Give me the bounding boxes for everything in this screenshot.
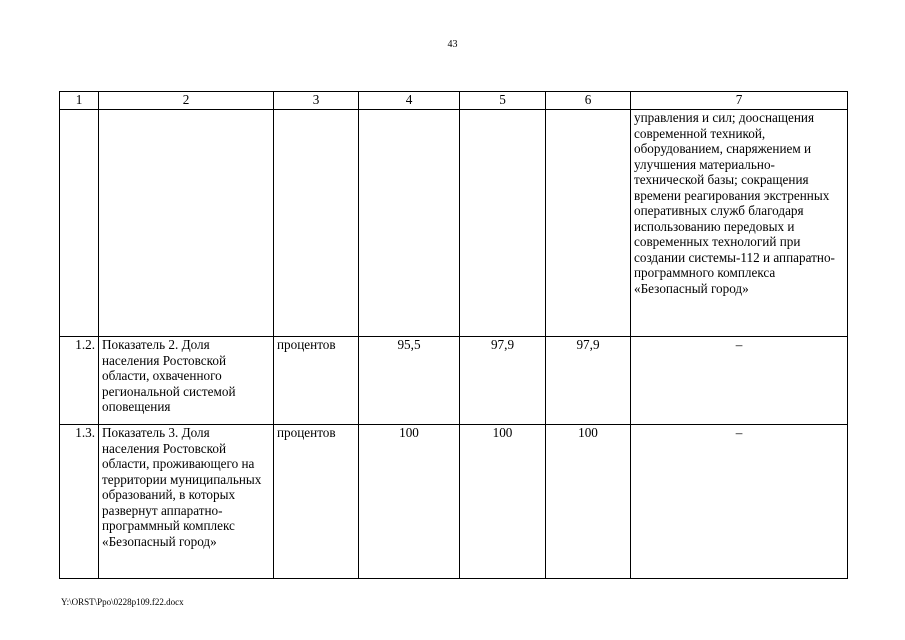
table-cell <box>274 110 359 337</box>
indicator-table <box>59 91 848 579</box>
table-row <box>60 337 848 425</box>
header-col-6: 6 <box>546 92 631 110</box>
value-cell-col-4: 100 <box>359 425 460 579</box>
row-number-cell: 1.3. <box>60 425 99 579</box>
table-row <box>60 425 848 579</box>
header-col-2: 2 <box>99 92 274 110</box>
indicator-name-cell: Показатель 3. Доля населения Ростовской области, проживающего на территории муниципальных образований, в которых развернут аппаратно-программный комплекс «Безопасный город» <box>99 425 274 579</box>
row-number-cell: 1.2. <box>60 337 99 425</box>
table-cell <box>359 110 460 337</box>
value-cell-col-6: 100 <box>546 425 631 579</box>
note-cell: – <box>631 425 848 579</box>
table-cell <box>99 110 274 337</box>
header-col-3: 3 <box>274 92 359 110</box>
page-number: 43 <box>447 39 458 50</box>
unit-cell: процентов <box>274 425 359 579</box>
table-row-continuation <box>60 110 848 337</box>
header-col-4: 4 <box>359 92 460 110</box>
indicator-name-cell: Показатель 2. Доля населения Ростовской области, охваченного региональной системой оповещения <box>99 337 274 425</box>
header-row <box>60 92 848 110</box>
header-col-7: 7 <box>631 92 848 110</box>
table-cell <box>460 110 546 337</box>
continuation-note-cell: управления и сил; дооснащения современной техникой, оборудованием, снаряжением и улучшения материально-технической базы; сокращения времени реагирования экстренных оперативных служб благодаря использованию передовых и современных технологий при создании системы-112 и аппаратно-программного комплекса «Безопасный город» <box>631 110 848 337</box>
value-cell-col-5: 97,9 <box>460 337 546 425</box>
value-cell-col-5: 100 <box>460 425 546 579</box>
header-col-1: 1 <box>60 92 99 110</box>
unit-cell: процентов <box>274 337 359 425</box>
footer-file-path: Y:\ORST\Ppo\0228p109.f22.docx <box>61 597 184 607</box>
table-cell <box>546 110 631 337</box>
value-cell-col-4: 95,5 <box>359 337 460 425</box>
table-cell <box>60 110 99 337</box>
value-cell-col-6: 97,9 <box>546 337 631 425</box>
header-col-5: 5 <box>460 92 546 110</box>
note-cell: – <box>631 337 848 425</box>
